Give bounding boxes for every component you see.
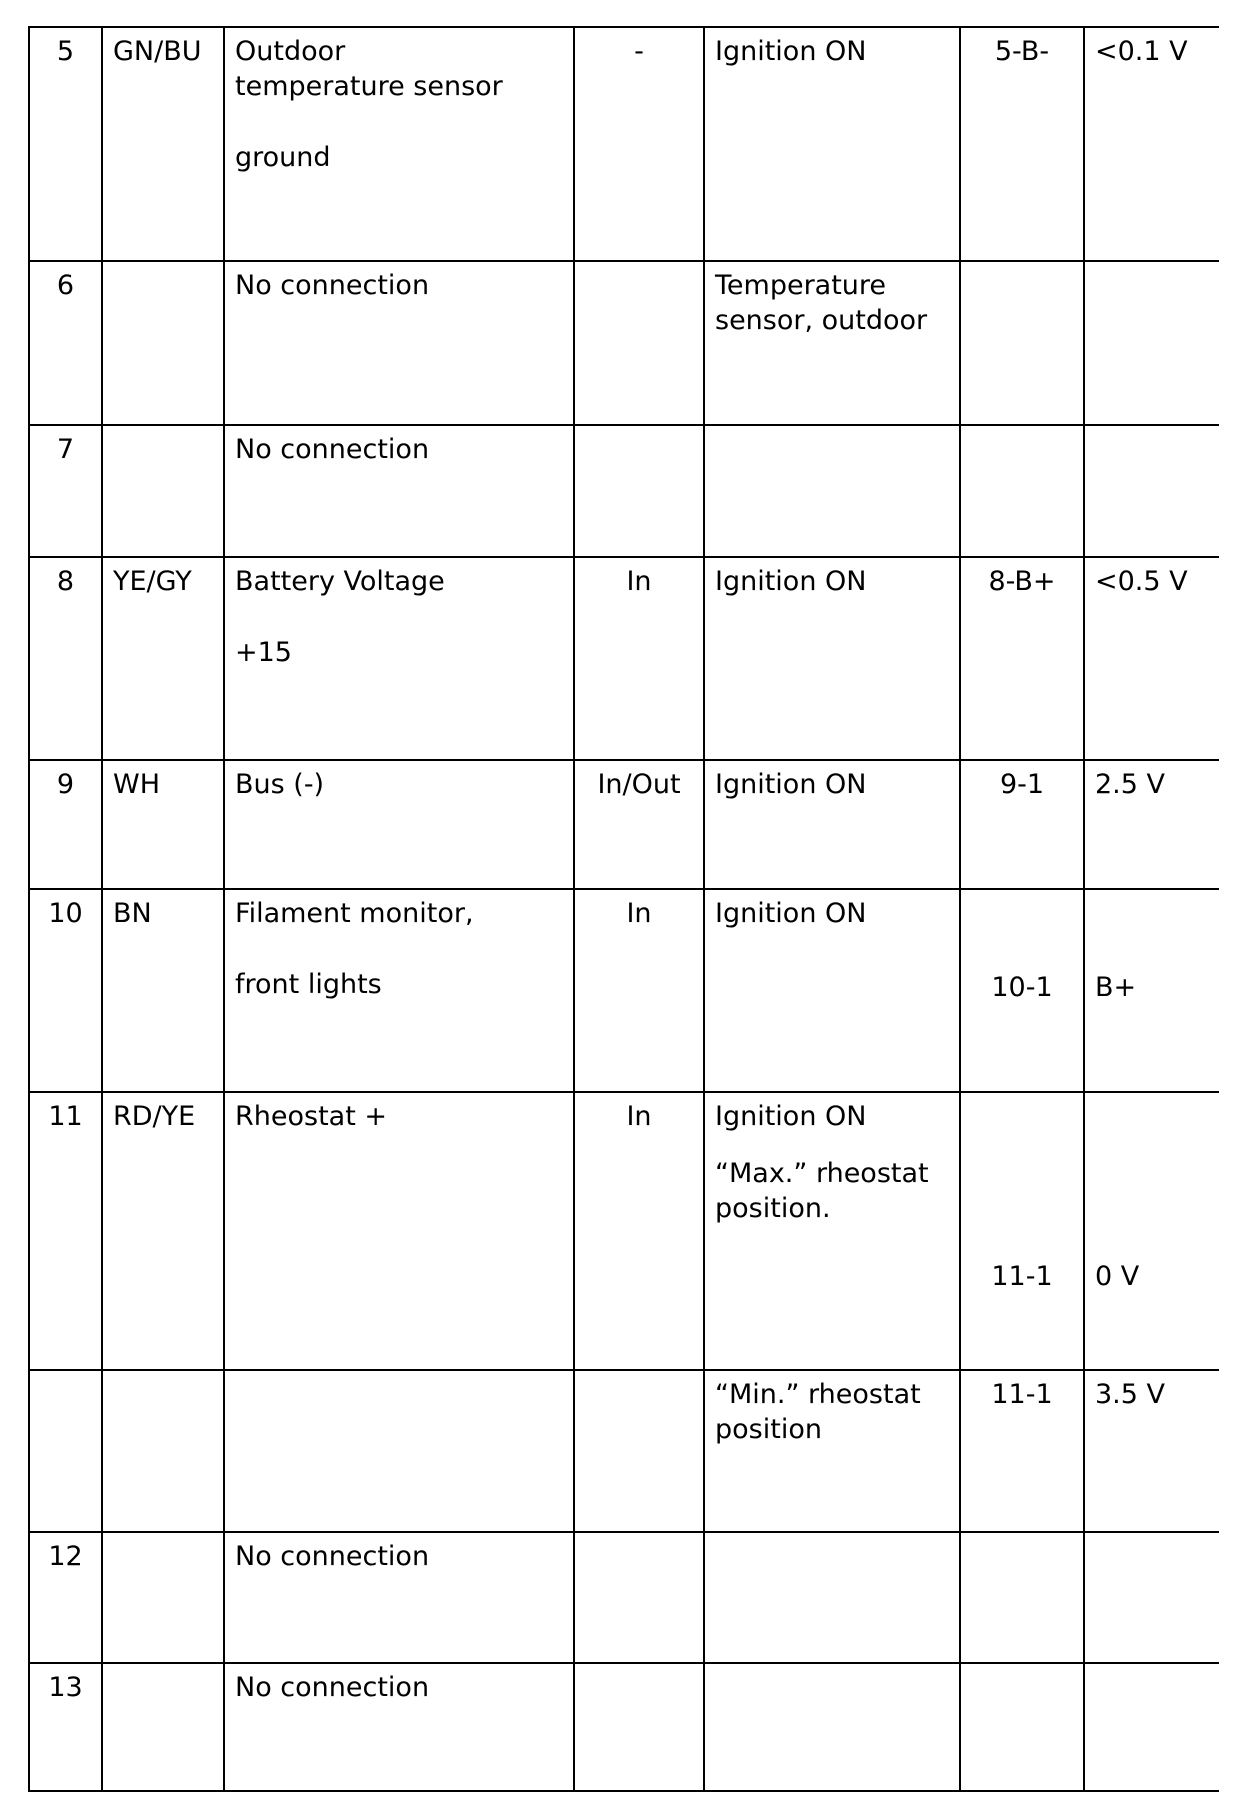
wire-color-cell (102, 889, 224, 1092)
wire-color: GN/BU (113, 36, 202, 67)
wire-color-cell (102, 27, 224, 261)
condition-cell (704, 557, 960, 760)
condition-cell (704, 1532, 960, 1663)
condition-cell (704, 760, 960, 889)
nominal-value: B+ (1095, 972, 1137, 1003)
nominal-value (1085, 262, 1219, 268)
terminals-cell (960, 425, 1084, 557)
terminals-cell (960, 760, 1084, 889)
function-cell (224, 557, 574, 760)
signal-direction (575, 262, 703, 268)
table-row (29, 760, 1219, 889)
table-row (29, 557, 1219, 760)
function-text: Rheostat + (235, 1101, 387, 1132)
pinout-table (28, 26, 1219, 1792)
function-text: No connection (235, 1672, 430, 1703)
test-condition: Ignition ON (715, 898, 867, 929)
wire-color (103, 426, 223, 432)
nominal-cell (1084, 889, 1219, 1092)
nominal-cell (1084, 1370, 1219, 1532)
test-terminals (961, 1664, 1083, 1670)
terminals-cell (960, 1370, 1084, 1532)
test-terminals (961, 1533, 1083, 1539)
condition-cell (704, 261, 960, 425)
test-condition: Ignition ON (715, 566, 867, 597)
wire-color-cell (102, 1663, 224, 1791)
test-condition: “Min.” rheostat position (715, 1379, 921, 1445)
nominal-cell (1084, 425, 1219, 557)
table-row (29, 1370, 1219, 1532)
function-cell (224, 889, 574, 1092)
pin-cell (29, 557, 102, 760)
table-row (29, 261, 1219, 425)
function-cell (224, 760, 574, 889)
pin-cell (29, 1532, 102, 1663)
direction-cell (574, 1370, 704, 1532)
signal-direction (575, 1533, 703, 1539)
pin-number: 11 (48, 1101, 83, 1132)
test-condition: “Max.” rheostat position. (715, 1158, 929, 1224)
wire-color-cell (102, 425, 224, 557)
pin-cell (29, 1663, 102, 1791)
pin-number: 7 (56, 434, 75, 465)
signal-direction (575, 1371, 703, 1377)
wire-color-cell (102, 1370, 224, 1532)
terminals-cell (960, 1663, 1084, 1791)
test-terminals: 11-1 (991, 1379, 1053, 1410)
function-cell (224, 1663, 574, 1791)
direction-cell (574, 1663, 704, 1791)
direction-cell (574, 889, 704, 1092)
condition-cell (704, 889, 960, 1092)
terminals-cell (960, 557, 1084, 760)
test-terminals: 5-B- (994, 36, 1050, 67)
function-cell (224, 1370, 574, 1532)
table-row (29, 889, 1219, 1092)
pin-number: 12 (48, 1541, 83, 1572)
function-text: No connection (235, 1541, 430, 1572)
function-text: Filament monitor, (235, 898, 474, 929)
condition-cell (704, 1370, 960, 1532)
pin-cell (29, 1370, 102, 1532)
pin-number (30, 1371, 101, 1377)
pin-cell (29, 261, 102, 425)
terminals-cell (960, 1092, 1084, 1370)
table-row (29, 1663, 1219, 1791)
terminals-cell (960, 889, 1084, 1092)
wire-color (103, 1371, 223, 1377)
condition-cell (704, 1663, 960, 1791)
direction-cell (574, 1092, 704, 1370)
test-terminals: 11-1 (991, 1261, 1053, 1292)
nominal-value (1085, 426, 1219, 432)
pin-number: 9 (56, 769, 75, 800)
table-body (29, 27, 1219, 1791)
test-terminals: 8-B+ (988, 566, 1056, 597)
signal-direction: In (626, 1101, 652, 1132)
nominal-value: <0.1 V (1095, 36, 1188, 67)
wire-color-cell (102, 1532, 224, 1663)
nominal-value: 2.5 V (1095, 769, 1165, 800)
condition-cell (704, 27, 960, 261)
wire-color-cell (102, 557, 224, 760)
terminals-cell (960, 261, 1084, 425)
test-terminals: 9-1 (999, 769, 1045, 800)
pin-number: 13 (48, 1672, 83, 1703)
wire-color (103, 1664, 223, 1670)
nominal-cell (1084, 557, 1219, 760)
terminals-cell (960, 1532, 1084, 1663)
wire-color-cell (102, 261, 224, 425)
function-text: No connection (235, 434, 430, 465)
function-text: front lights (235, 969, 382, 1000)
nominal-value (1085, 1664, 1219, 1670)
wire-color (103, 1533, 223, 1539)
test-condition: Temperature sensor, outdoor (715, 270, 928, 336)
direction-cell (574, 1532, 704, 1663)
function-text: ground (235, 142, 331, 173)
test-terminals: 10-1 (991, 972, 1053, 1003)
signal-direction: In (626, 566, 652, 597)
nominal-cell (1084, 1532, 1219, 1663)
pin-cell (29, 889, 102, 1092)
table-row (29, 425, 1219, 557)
pin-number: 6 (56, 270, 75, 301)
wire-color-cell (102, 760, 224, 889)
pin-number: 5 (56, 36, 75, 67)
nominal-cell (1084, 27, 1219, 261)
function-cell (224, 1532, 574, 1663)
pin-cell (29, 760, 102, 889)
pin-cell (29, 1092, 102, 1370)
pin-number: 10 (48, 898, 83, 929)
function-cell (224, 261, 574, 425)
wire-color: WH (113, 769, 160, 800)
wire-color: BN (113, 898, 152, 929)
wire-color (103, 262, 223, 268)
wire-color: RD/YE (113, 1101, 196, 1132)
function-text: No connection (235, 270, 430, 301)
table-row (29, 1532, 1219, 1663)
test-condition: Ignition ON (715, 1101, 867, 1132)
signal-direction (575, 1664, 703, 1670)
signal-direction: In/Out (597, 769, 681, 800)
terminals-cell (960, 27, 1084, 261)
test-terminals (961, 262, 1083, 268)
condition-cell (704, 425, 960, 557)
direction-cell (574, 27, 704, 261)
test-condition: Ignition ON (715, 36, 867, 67)
nominal-value: 0 V (1095, 1261, 1140, 1292)
wire-color: YE/GY (113, 566, 192, 597)
direction-cell (574, 261, 704, 425)
function-cell (224, 27, 574, 261)
nominal-cell (1084, 1663, 1219, 1791)
test-terminals (961, 426, 1083, 432)
function-text: +15 (235, 637, 292, 668)
function-cell (224, 1092, 574, 1370)
function-text: Bus (-) (235, 769, 325, 800)
nominal-cell (1084, 1092, 1219, 1370)
pin-number: 8 (56, 566, 75, 597)
condition-cell (704, 1092, 960, 1370)
direction-cell (574, 760, 704, 889)
nominal-value (1085, 1533, 1219, 1539)
nominal-cell (1084, 261, 1219, 425)
nominal-value: <0.5 V (1095, 566, 1188, 597)
signal-direction (575, 426, 703, 432)
pin-cell (29, 425, 102, 557)
function-text: Outdoor temperature sensor (235, 36, 503, 102)
direction-cell (574, 557, 704, 760)
table-row (29, 1092, 1219, 1370)
nominal-cell (1084, 760, 1219, 889)
pin-cell (29, 27, 102, 261)
function-text: Battery Voltage (235, 566, 445, 597)
test-condition: Ignition ON (715, 769, 867, 800)
wire-color-cell (102, 1092, 224, 1370)
signal-direction: In (626, 898, 652, 929)
table-row (29, 27, 1219, 261)
nominal-value: 3.5 V (1095, 1379, 1165, 1410)
direction-cell (574, 425, 704, 557)
function-cell (224, 425, 574, 557)
signal-direction: - (634, 36, 644, 67)
